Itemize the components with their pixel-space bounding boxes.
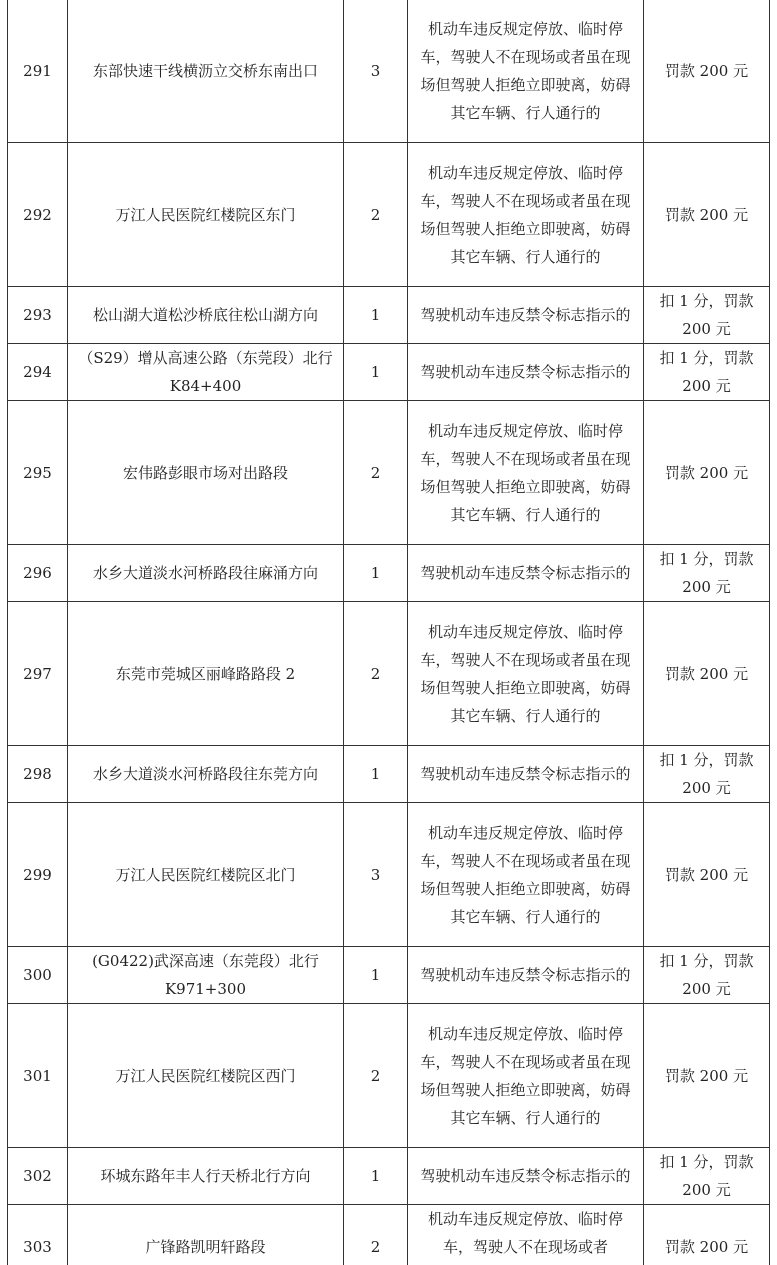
location-cell: 水乡大道淡水河桥路段往东莞方向: [68, 746, 344, 803]
count-cell: 1: [344, 287, 408, 344]
row-number: 300: [8, 947, 68, 1004]
row-number: 294: [8, 344, 68, 401]
location-cell: （S29）增从高速公路（东莞段）北行 K84+400: [68, 344, 344, 401]
violation-cell: 驾驶机动车违反禁令标志指示的: [408, 545, 644, 602]
row-number: 297: [8, 602, 68, 746]
location-cell: 宏伟路彭眼市场对出路段: [68, 401, 344, 545]
violation-cell: 机动车违反规定停放、临时停车，驾驶人不在现场或者虽在现场但驾驶人拒绝立即驶离，妨碍其它车辆、行人通行的: [408, 401, 644, 545]
count-cell: 2: [344, 602, 408, 746]
table-row: [8, 545, 770, 602]
row-number: 299: [8, 803, 68, 947]
violation-cell: 机动车违反规定停放、临时停车，驾驶人不在现场或者虽在现场但驾驶人拒绝立即驶离，妨碍其它车辆、行人通行的: [408, 602, 644, 746]
table-row: [8, 143, 770, 287]
location-cell: 环城东路年丰人行天桥北行方向: [68, 1148, 344, 1205]
table-row: [8, 803, 770, 947]
penalty-cell: 罚款 200 元: [644, 1205, 770, 1265]
count-cell: 3: [344, 0, 408, 143]
table-body: [8, 0, 770, 1265]
count-cell: 1: [344, 746, 408, 803]
violation-cell: 机动车违反规定停放、临时停车，驾驶人不在现场或者虽在现场但驾驶人拒绝立即驶离，妨碍其它车辆、行人通行的: [408, 0, 644, 143]
count-cell: 2: [344, 143, 408, 287]
violation-cell: 机动车违反规定停放、临时停车，驾驶人不在现场或者虽在现场但驾驶人拒绝立即驶离，妨碍其它车辆、行人通行的: [408, 803, 644, 947]
penalty-cell: 罚款 200 元: [644, 1004, 770, 1148]
violation-cell: 驾驶机动车违反禁令标志指示的: [408, 947, 644, 1004]
count-cell: 2: [344, 1205, 408, 1265]
count-cell: 1: [344, 947, 408, 1004]
table-row: [8, 746, 770, 803]
location-cell: 万江人民医院红楼院区北门: [68, 803, 344, 947]
violation-table: [7, 0, 770, 1265]
penalty-cell: 罚款 200 元: [644, 0, 770, 143]
location-cell: (G0422)武深高速（东莞段）北行 K971+300: [68, 947, 344, 1004]
count-cell: 2: [344, 1004, 408, 1148]
violation-cell: 机动车违反规定停放、临时停车，驾驶人不在现场或者虽在现场但驾驶人拒绝立即驶离，妨碍其它车辆、行人通行的: [408, 1004, 644, 1148]
penalty-cell: 扣 1 分，罚款 200 元: [644, 1148, 770, 1205]
table-row: [8, 602, 770, 746]
table-row: [8, 1148, 770, 1205]
location-cell: 东部快速干线横沥立交桥东南出口: [68, 0, 344, 143]
penalty-cell: 扣 1 分，罚款 200 元: [644, 344, 770, 401]
location-cell: 松山湖大道松沙桥底往松山湖方向: [68, 287, 344, 344]
penalty-cell: 罚款 200 元: [644, 401, 770, 545]
penalty-cell: 罚款 200 元: [644, 602, 770, 746]
table-row: [8, 287, 770, 344]
violation-cell: 驾驶机动车违反禁令标志指示的: [408, 287, 644, 344]
row-number: 295: [8, 401, 68, 545]
violation-cell: 机动车违反规定停放、临时停车，驾驶人不在现场或者: [408, 1205, 644, 1265]
table-row: [8, 0, 770, 143]
count-cell: 3: [344, 803, 408, 947]
violation-cell: 驾驶机动车违反禁令标志指示的: [408, 344, 644, 401]
location-cell: 万江人民医院红楼院区东门: [68, 143, 344, 287]
count-cell: 1: [344, 344, 408, 401]
location-cell: 东莞市莞城区丽峰路路段 2: [68, 602, 344, 746]
location-cell: 万江人民医院红楼院区西门: [68, 1004, 344, 1148]
penalty-cell: 扣 1 分，罚款 200 元: [644, 287, 770, 344]
table-row: [8, 344, 770, 401]
penalty-cell: 罚款 200 元: [644, 143, 770, 287]
row-number: 296: [8, 545, 68, 602]
penalty-cell: 扣 1 分，罚款 200 元: [644, 545, 770, 602]
penalty-cell: 罚款 200 元: [644, 803, 770, 947]
row-number: 301: [8, 1004, 68, 1148]
table-row: [8, 1004, 770, 1148]
row-number: 303: [8, 1205, 68, 1265]
location-cell: 广锋路凯明轩路段: [68, 1205, 344, 1265]
row-number: 293: [8, 287, 68, 344]
count-cell: 1: [344, 545, 408, 602]
row-number: 298: [8, 746, 68, 803]
table-row: [8, 401, 770, 545]
table-row: [8, 1205, 770, 1265]
violation-cell: 机动车违反规定停放、临时停车，驾驶人不在现场或者虽在现场但驾驶人拒绝立即驶离，妨碍其它车辆、行人通行的: [408, 143, 644, 287]
row-number: 292: [8, 143, 68, 287]
count-cell: 1: [344, 1148, 408, 1205]
count-cell: 2: [344, 401, 408, 545]
penalty-cell: 扣 1 分，罚款 200 元: [644, 746, 770, 803]
penalty-cell: 扣 1 分，罚款 200 元: [644, 947, 770, 1004]
violation-cell: 驾驶机动车违反禁令标志指示的: [408, 1148, 644, 1205]
violation-cell: 驾驶机动车违反禁令标志指示的: [408, 746, 644, 803]
row-number: 302: [8, 1148, 68, 1205]
location-cell: 水乡大道淡水河桥路段往麻涌方向: [68, 545, 344, 602]
row-number: 291: [8, 0, 68, 143]
table-row: [8, 947, 770, 1004]
